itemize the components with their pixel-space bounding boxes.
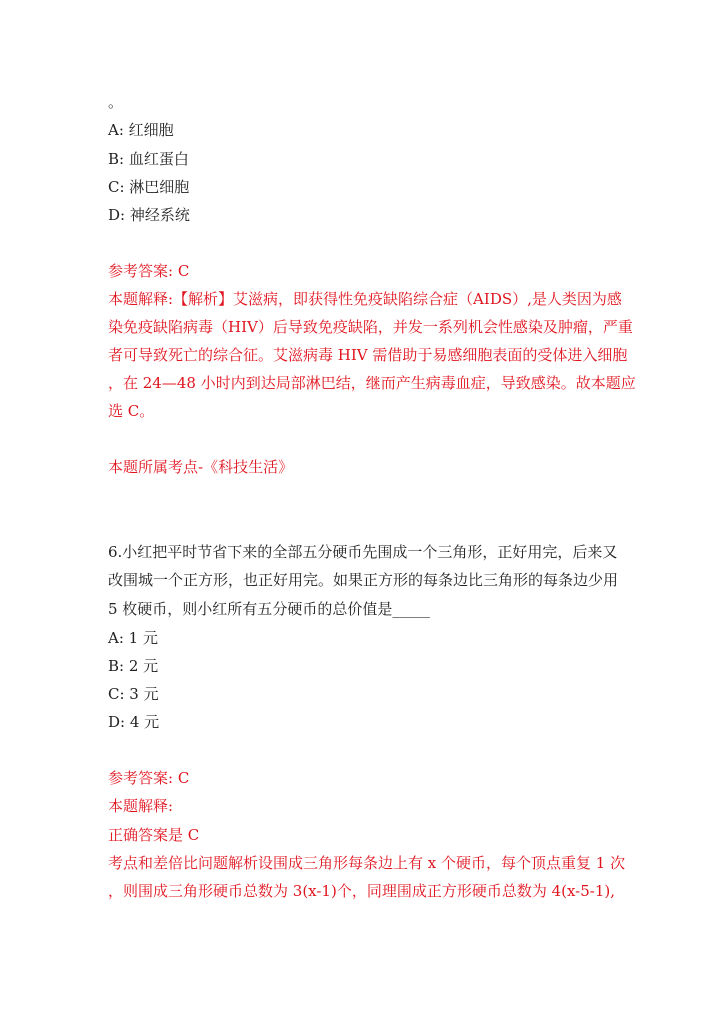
explanation-line: 者可导致死亡的综合征。艾滋病毒 HIV 需借助于易感细胞表面的受体进入细胞 bbox=[108, 346, 628, 364]
question-stem-line: 6.小红把平时节省下来的全部五分硬币先围成一个三角形，正好用完，后来又 bbox=[108, 543, 618, 561]
category-label: 本题所属考点-《科技生活》 bbox=[108, 458, 294, 476]
explanation-line: 染免疫缺陷病毒（HIV）后导致免疫缺陷，并发一系列机会性感染及肿瘤，严重 bbox=[108, 318, 633, 336]
question-stem-line: 5 枚硬币，则小红所有五分硬币的总价值是_____ bbox=[108, 600, 430, 618]
option-c: C: 3 元 bbox=[108, 685, 159, 703]
option-a: A: 1 元 bbox=[108, 629, 158, 647]
option-d: D: 4 元 bbox=[108, 713, 160, 731]
option-b: B: 2 元 bbox=[108, 657, 159, 675]
option-b: B: 血红蛋白 bbox=[108, 150, 189, 168]
reference-answer: 参考答案: C bbox=[108, 262, 190, 280]
correct-answer: 正确答案是 C bbox=[108, 826, 200, 844]
option-c: C: 淋巴细胞 bbox=[108, 178, 190, 196]
option-d: D: 神经系统 bbox=[108, 206, 190, 224]
explanation-line: ，则围成三角形硬币总数为 3(x-1)个，同理围成正方形硬币总数为 4(x-5-1), bbox=[108, 882, 616, 900]
explanation-line: 考点和差倍比问题解析设围成三角形每条边上有 x 个硬币，每个顶点重复 1 次 bbox=[108, 854, 626, 872]
explanation-line: ，在 24—48 小时内到达局部淋巴结，继而产生病毒血症，导致感染。故本题应 bbox=[108, 374, 636, 392]
explanation-line: 选 C。 bbox=[108, 402, 155, 420]
reference-answer: 参考答案: C bbox=[108, 769, 190, 787]
explanation-label: 本题解释: bbox=[108, 797, 174, 815]
question-stem-line: 改围城一个正方形，也正好用完。如果正方形的每条边比三角形的每条边少用 bbox=[108, 571, 619, 589]
option-a: A: 红细胞 bbox=[108, 121, 174, 139]
question-tail: 。 bbox=[108, 93, 124, 111]
explanation-line: 本题解释:【解析】艾滋病，即获得性免疫缺陷综合症（AIDS）,是人类因为感 bbox=[108, 290, 622, 308]
